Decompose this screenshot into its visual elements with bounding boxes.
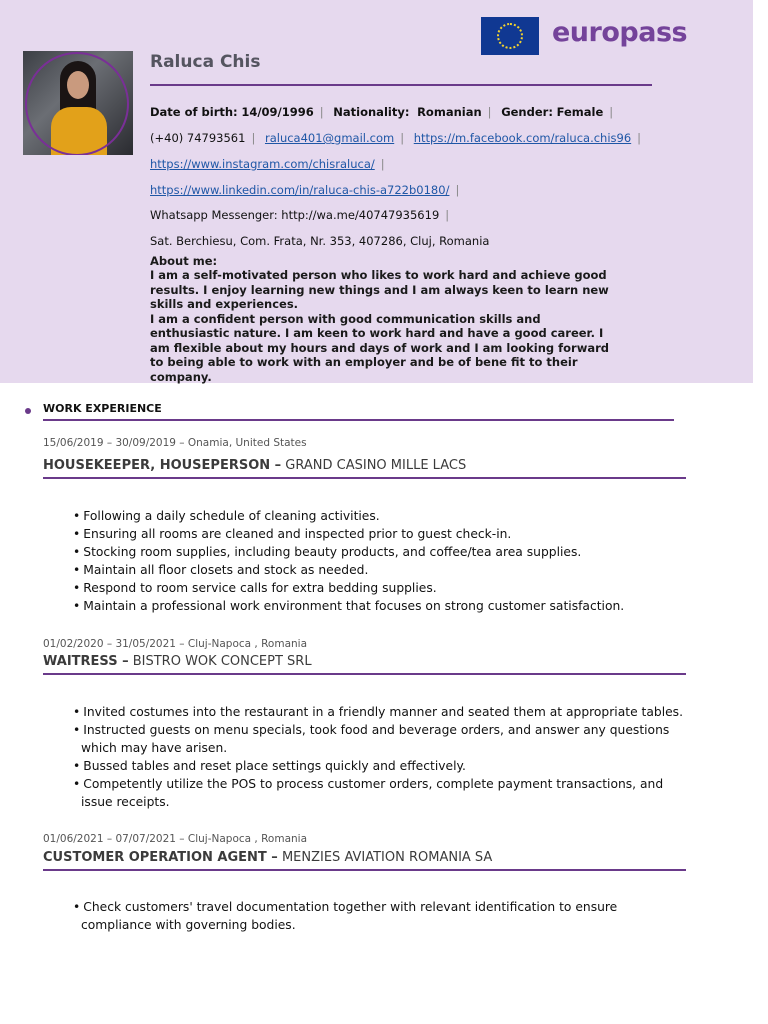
- gender-label: Gender:: [501, 105, 553, 119]
- job-role: HOUSEKEEPER, HOUSEPERSON –: [43, 458, 282, 473]
- job-title: [43, 458, 466, 473]
- job-divider: [43, 477, 686, 479]
- instagram-link[interactable]: https://www.instagram.com/chisraluca/: [150, 157, 375, 171]
- list-item: • Respond to room service calls for extra bedding supplies.: [70, 579, 690, 597]
- name-divider: [150, 84, 652, 86]
- personal-info-line: Date of birth: 14/09/1996 | Nationality: Romanian | Gender: Female |: [150, 105, 614, 119]
- email-link[interactable]: raluca401@gmail.com: [264, 131, 395, 145]
- linkedin-line: https://www.linkedin.com/in/raluca-chis-a722b0180/ |: [150, 183, 460, 197]
- instagram-line: https://www.instagram.com/chisraluca/ |: [150, 157, 385, 171]
- job-date: 01/02/2020 – 31/05/2021 – Cluj-Napoca , Romania: [43, 638, 308, 650]
- job-title: [43, 654, 312, 669]
- list-item: • Invited costumes into the restaurant in a friendly manner and seated them at appropriate tables.: [70, 703, 690, 721]
- job-employer: BISTRO WOK CONCEPT SRL: [128, 654, 312, 669]
- job-duties: [70, 703, 690, 811]
- job-divider: [43, 869, 686, 871]
- eu-flag-icon: [481, 17, 539, 55]
- whatsapp-line: Whatsapp Messenger: http://wa.me/40747935619 |: [150, 208, 450, 222]
- about-paragraph-2: I am a confident person with good communication skills and enthusiastic nature. I am keen to work hard and have a good career. I am flexible about my hours and days of work and I am looking forward to being able to work with an employer and be of bene fit to their company.: [150, 311, 610, 384]
- about-text: [150, 268, 620, 384]
- gender-value: Female: [556, 105, 604, 119]
- job-duties: [70, 898, 690, 934]
- profile-header: [0, 0, 753, 383]
- job-divider: [43, 673, 686, 675]
- phone-number: (+40) 74793561: [150, 131, 246, 145]
- job-duties: [70, 507, 690, 615]
- nationality-label: Nationality:: [333, 105, 410, 119]
- europass-logo: europass: [552, 17, 688, 48]
- dob-label: Date of birth:: [150, 105, 238, 119]
- contact-line: (+40) 74793561 | raluca401@gmail.com | https://m.facebook.com/raluca.chis96 |: [150, 131, 642, 145]
- dob-value: 14/09/1996: [241, 105, 314, 119]
- job-title: [43, 850, 492, 865]
- facebook-link[interactable]: https://m.facebook.com/raluca.chis96: [413, 131, 632, 145]
- work-experience-divider: [43, 419, 674, 421]
- profile-photo: [23, 51, 133, 155]
- address: Sat. Berchiesu, Com. Frata, Nr. 353, 407286, Cluj, Romania: [150, 234, 490, 248]
- about-paragraph-1: I am a self-motivated person who likes to work hard and achieve good results. I enjoy learning new things and I am always keen to learn new skills and experiences.: [150, 268, 609, 311]
- list-item: • Check customers' travel documentation together with relevant identification to ensure compliance with governing bodies.: [70, 898, 690, 934]
- job-role: CUSTOMER OPERATION AGENT –: [43, 850, 278, 865]
- list-item: • Instructed guests on menu specials, took food and beverage orders, and answer any questions which may have arisen.: [70, 721, 690, 757]
- nationality-value: Romanian: [417, 105, 482, 119]
- job-date: 01/06/2021 – 07/07/2021 – Cluj-Napoca , Romania: [43, 833, 308, 845]
- list-item: • Ensuring all rooms are cleaned and inspected prior to guest check-in.: [70, 525, 690, 543]
- job-employer: MENZIES AVIATION ROMANIA SA: [277, 850, 493, 865]
- candidate-name: Raluca Chis: [150, 52, 261, 72]
- list-item: • Maintain a professional work environment that focuses on strong customer satisfaction.: [70, 597, 690, 615]
- section-bullet-icon: [25, 408, 31, 414]
- linkedin-link[interactable]: https://www.linkedin.com/in/raluca-chis-a722b0180/: [150, 183, 450, 197]
- job-role: WAITRESS –: [43, 654, 129, 669]
- list-item: • Stocking room supplies, including beauty products, and coffee/tea area supplies.: [70, 543, 690, 561]
- whatsapp-contact: Whatsapp Messenger: http://wa.me/40747935619: [150, 208, 440, 222]
- list-item: • Following a daily schedule of cleaning activities.: [70, 507, 690, 525]
- list-item: • Bussed tables and reset place settings quickly and effectively.: [70, 757, 690, 775]
- list-item: • Competently utilize the POS to process customer orders, complete payment transactions, and issue receipts.: [70, 775, 690, 811]
- list-item: • Maintain all floor closets and stock as needed.: [70, 561, 690, 579]
- job-date: 15/06/2019 – 30/09/2019 – Onamia, United States: [43, 437, 307, 449]
- job-employer: GRAND CASINO MILLE LACS: [281, 458, 467, 473]
- about-title: About me:: [150, 254, 218, 268]
- work-experience-title: WORK EXPERIENCE: [43, 402, 162, 415]
